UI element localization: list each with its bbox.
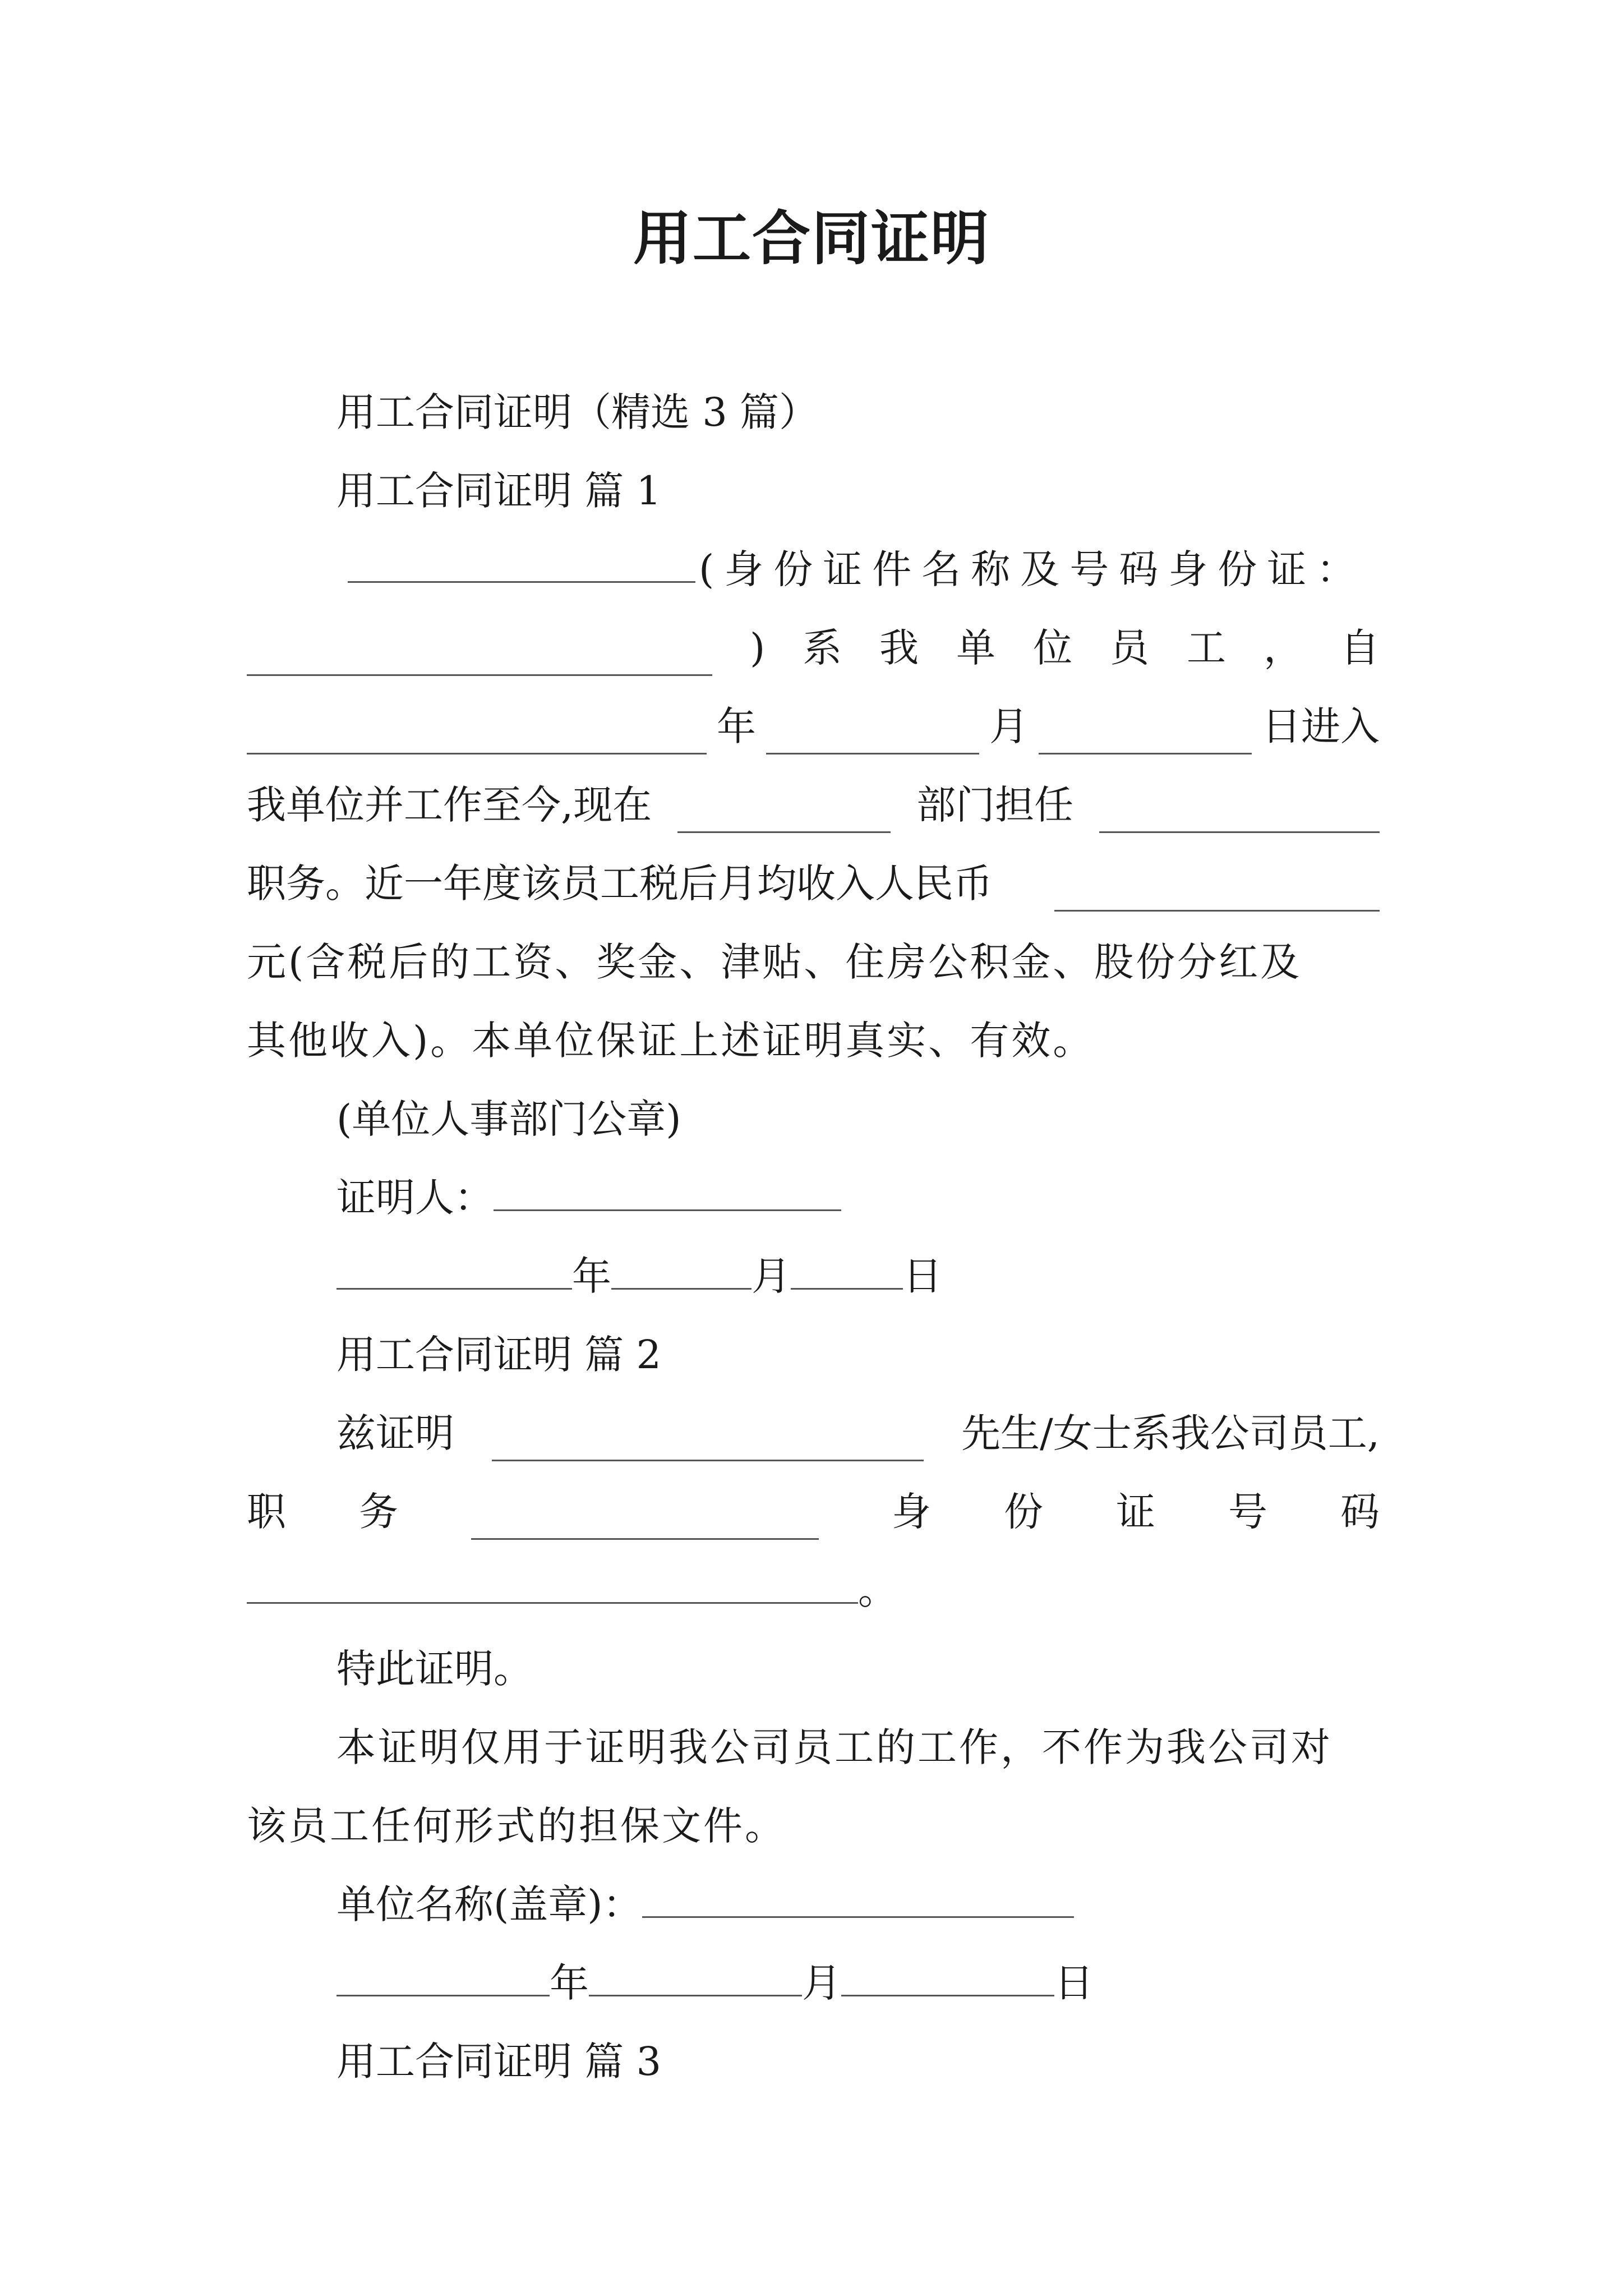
s2-line2-char: 份 bbox=[1004, 1489, 1043, 1535]
s1-year-label: 年 bbox=[572, 1253, 611, 1299]
s1-day-label: 日 bbox=[903, 1253, 942, 1299]
s2-para-line2: 该员工任何形式的担保文件。 bbox=[247, 1803, 786, 1849]
s2-line2-char: 证 bbox=[1116, 1489, 1155, 1535]
s1-date bbox=[336, 1248, 942, 1304]
id-number-blank bbox=[247, 639, 712, 676]
s1-line3 bbox=[247, 698, 1380, 754]
s2-line2-char: 职 bbox=[247, 1489, 286, 1535]
document-subtitle: 用工合同证明（精选 3 篇） bbox=[336, 389, 819, 435]
s2-month-label: 月 bbox=[802, 1960, 841, 2006]
s2-line1-text: 兹证明 bbox=[336, 1410, 454, 1456]
day-enter-label: 日进入 bbox=[1262, 703, 1380, 749]
s2-line2-char: 码 bbox=[1340, 1489, 1380, 1535]
s1-date-year-blank bbox=[336, 1253, 572, 1290]
s1-line2-char: 位 bbox=[1033, 625, 1073, 671]
section2-heading: 用工合同证明 篇 2 bbox=[336, 1332, 662, 1378]
s1-line5-text: 职务。近一年度该员工税后月均收入人民币 bbox=[247, 861, 993, 907]
s1-line2-char: 系 bbox=[803, 625, 842, 671]
unit-name-blank bbox=[642, 1881, 1074, 1918]
s2-day-label: 日 bbox=[1054, 1960, 1094, 2006]
s1-date-month-blank bbox=[611, 1253, 751, 1290]
s2-line2 bbox=[247, 1484, 1380, 1540]
income-blank bbox=[1054, 875, 1380, 912]
section3-heading: 用工合同证明 篇 3 bbox=[336, 2039, 662, 2085]
job-title-blank bbox=[471, 1503, 819, 1540]
employee-name-blank bbox=[492, 1425, 924, 1461]
s1-line2-char: 员 bbox=[1110, 625, 1150, 671]
s1-line5 bbox=[247, 855, 1380, 912]
s1-date-day-blank bbox=[791, 1253, 903, 1290]
s1-line7: 其他收入)。本单位保证上述证明真实、有效。 bbox=[247, 1018, 1095, 1064]
s1-line1 bbox=[348, 541, 1366, 597]
s2-line3-end: 。 bbox=[858, 1567, 897, 1613]
s1-month-label: 月 bbox=[751, 1253, 791, 1299]
s2-unit bbox=[336, 1876, 1074, 1932]
s1-line2 bbox=[247, 620, 1380, 676]
s2-date-month-blank bbox=[589, 1960, 802, 1996]
s2-date bbox=[336, 1955, 1094, 2011]
year-label: 年 bbox=[717, 703, 756, 749]
start-day-blank bbox=[1039, 718, 1252, 754]
s2-year-label: 年 bbox=[550, 1960, 589, 2006]
unit-label: 单位名称(盖章)： bbox=[336, 1881, 642, 1927]
s2-line2-char: 务 bbox=[359, 1489, 398, 1535]
name-blank bbox=[348, 546, 695, 583]
certifier-label: 证明人： bbox=[336, 1175, 494, 1221]
month-label: 月 bbox=[989, 703, 1029, 749]
s1-line2-char: 我 bbox=[879, 625, 919, 671]
s2-line1-text-b: 先生/女士系我公司员工, bbox=[961, 1410, 1380, 1456]
s1-line2-char: 工 bbox=[1186, 625, 1226, 671]
position-blank bbox=[1099, 797, 1380, 833]
section1-heading: 用工合同证明 篇 1 bbox=[336, 468, 662, 514]
id-label: (身份证件名称及号码身份证： bbox=[699, 546, 1366, 592]
s1-seal: (单位人事部门公章) bbox=[336, 1096, 681, 1142]
s1-line2-char: 单 bbox=[956, 625, 996, 671]
department-blank bbox=[677, 797, 891, 833]
id-card-number-blank bbox=[247, 1567, 858, 1604]
s1-line2-char: ， bbox=[1263, 625, 1303, 671]
s2-line2-char: 号 bbox=[1228, 1489, 1267, 1535]
s2-line2-char: 身 bbox=[892, 1489, 931, 1535]
s2-para-line1: 本证明仅用于证明我公司员工的工作，不作为我公司对 bbox=[336, 1724, 1332, 1770]
certifier-blank bbox=[494, 1175, 841, 1211]
start-year-blank bbox=[247, 718, 707, 754]
s1-line4-text-b: 部门担任 bbox=[916, 782, 1074, 828]
s2-line1 bbox=[336, 1405, 1380, 1461]
s1-line2-char: 自 bbox=[1340, 625, 1380, 671]
s1-certifier bbox=[336, 1170, 841, 1226]
document-title: 用工合同证明 bbox=[633, 204, 990, 273]
s2-date-year-blank bbox=[336, 1960, 550, 1996]
s1-line2-char: ) bbox=[749, 625, 766, 671]
start-month-blank bbox=[766, 718, 979, 754]
s1-line4 bbox=[247, 777, 1380, 833]
s2-line3 bbox=[247, 1562, 897, 1618]
s2-special: 特此证明。 bbox=[336, 1646, 533, 1692]
s1-line4-text: 我单位并工作至今,现在 bbox=[247, 782, 652, 828]
s2-date-day-blank bbox=[841, 1960, 1054, 1996]
s1-line6: 元(含税后的工资、奖金、津贴、住房公积金、股份分红及 bbox=[247, 939, 1302, 985]
